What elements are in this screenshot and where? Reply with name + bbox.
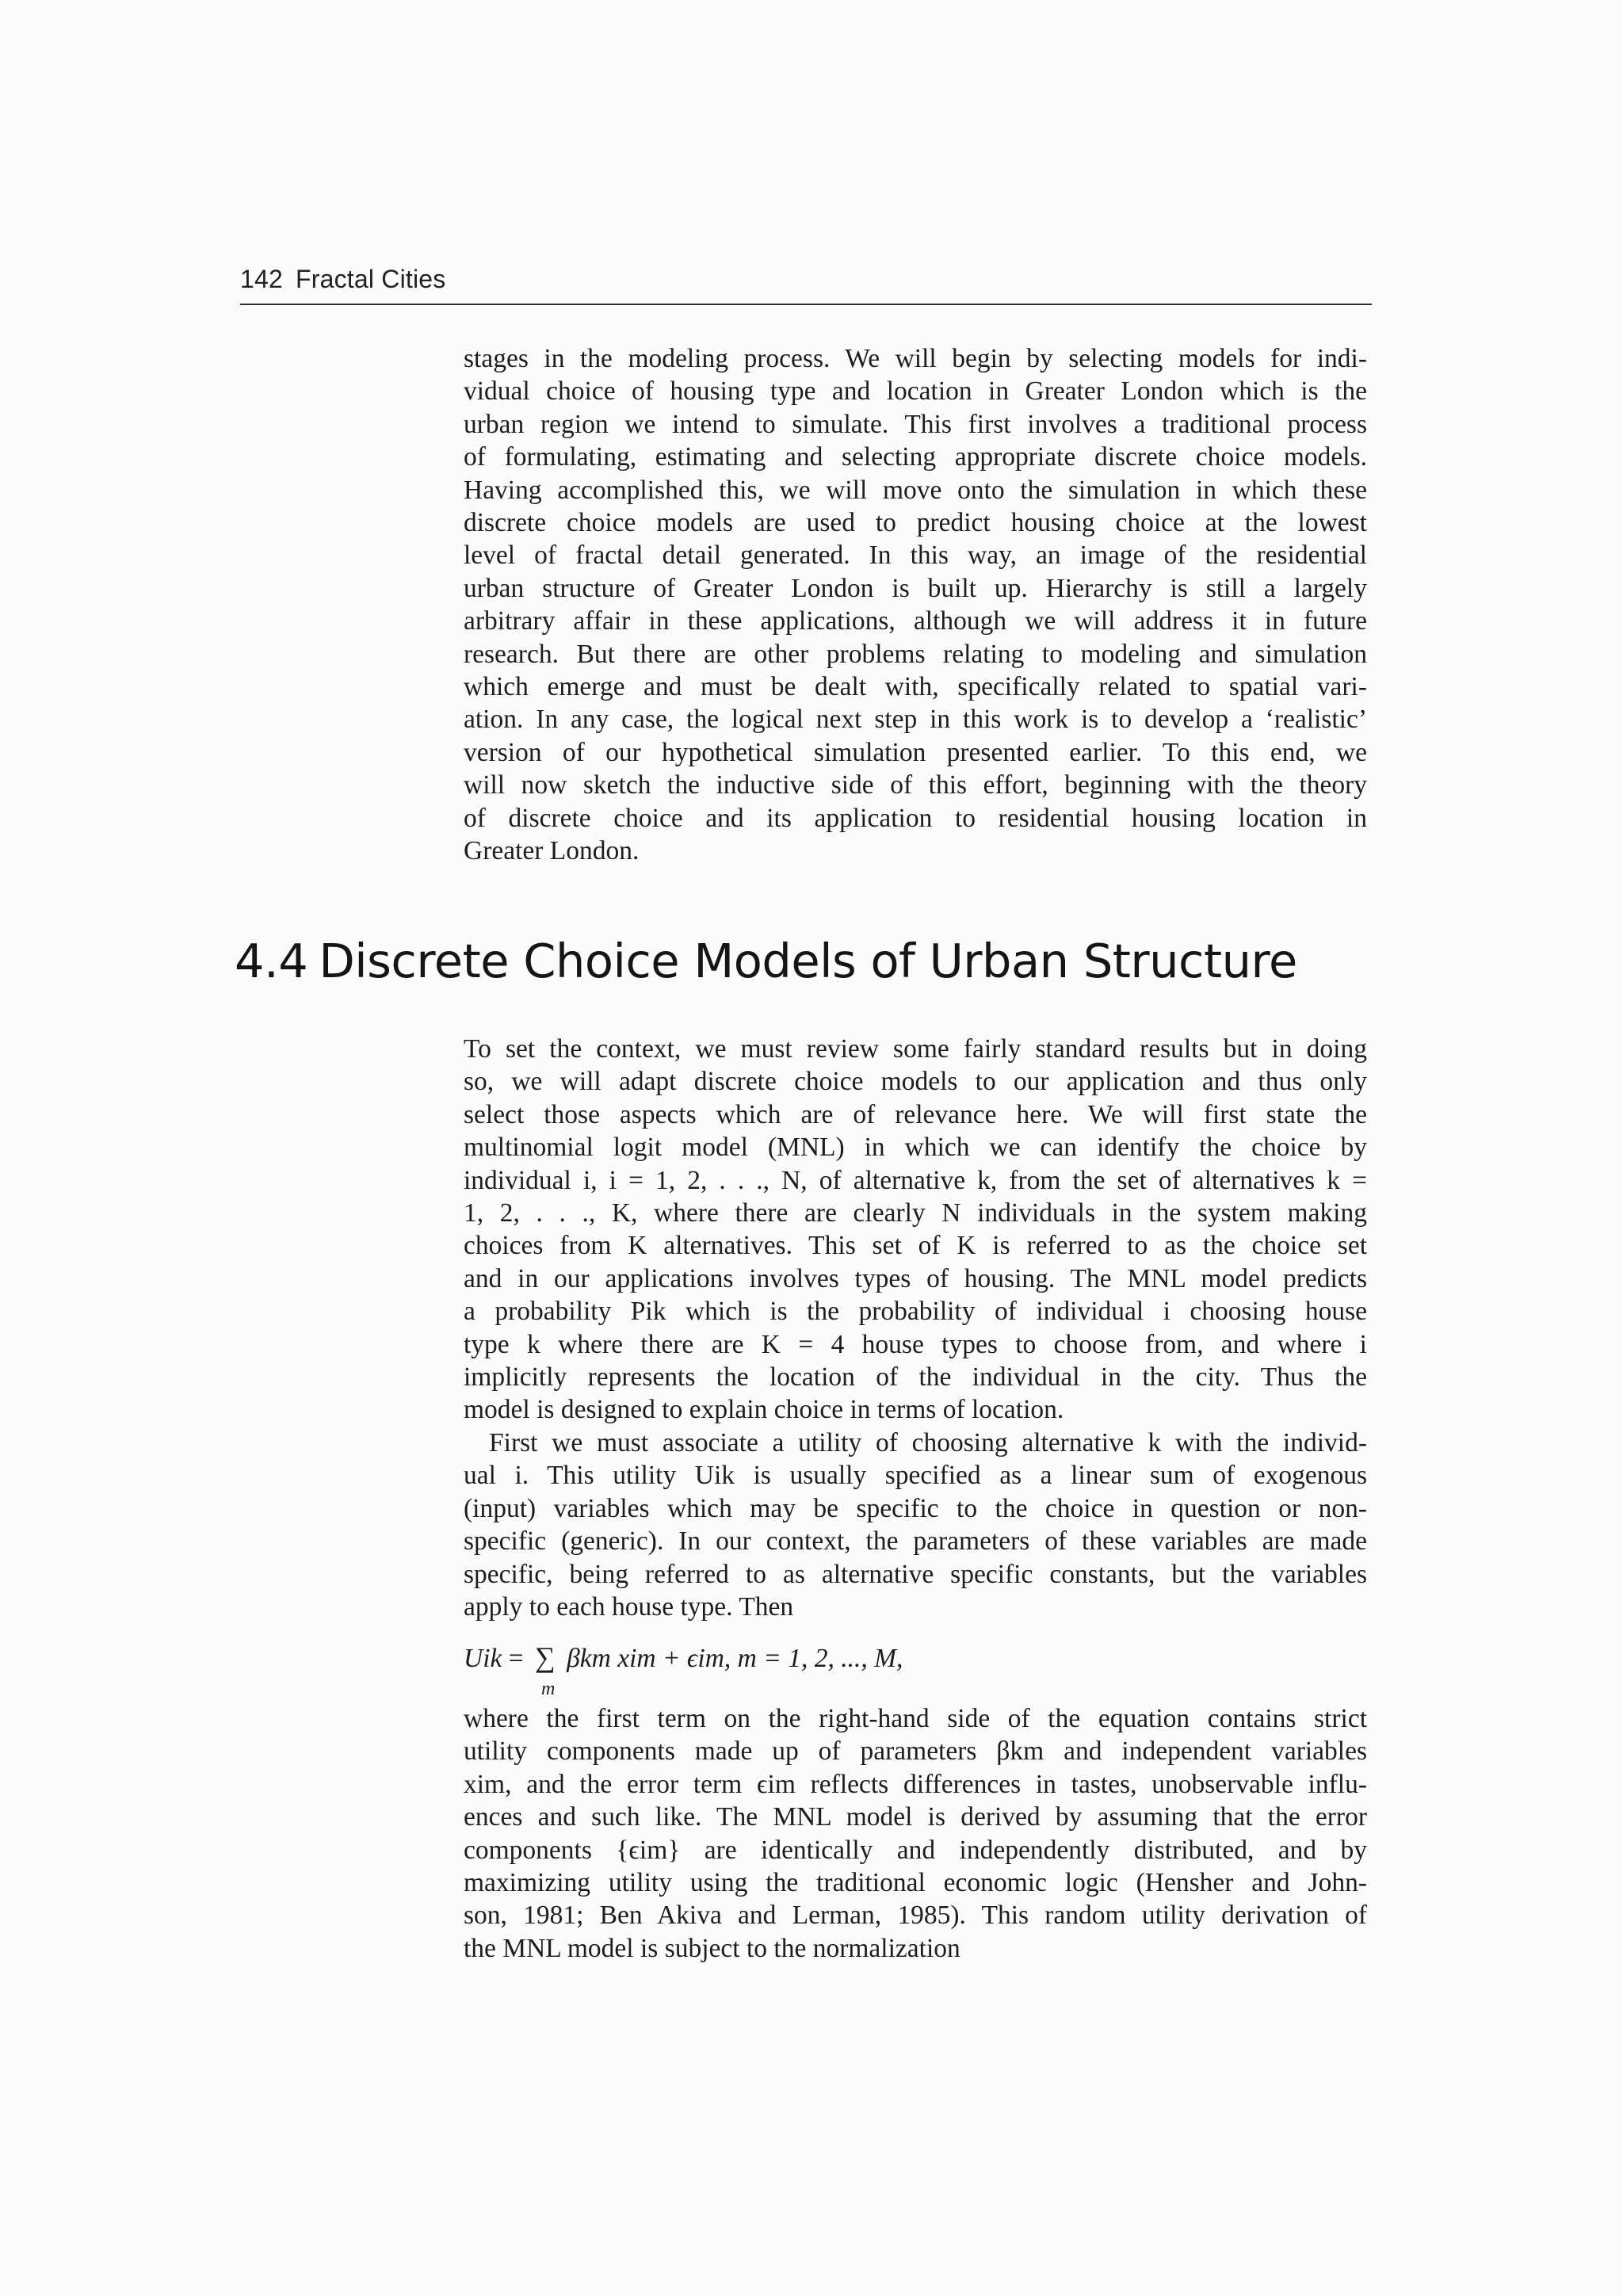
text-line: specific, being referred to as alternative specific constants, but the variables xyxy=(464,1559,1367,1589)
text-line: type k where there are K = 4 house types to choose from, and where i xyxy=(464,1329,1367,1359)
running-head xyxy=(240,265,446,294)
text-line: select those aspects which are of relevance here. We will first state the xyxy=(464,1099,1367,1129)
text-line: and in our applications involves types of housing. The MNL model predicts xyxy=(464,1263,1367,1293)
text-line: (input) variables which may be specific to the choice in question or non- xyxy=(464,1493,1367,1523)
text-line: individual i, i = 1, 2, . . ., N, of alternative k, from the set of alternatives k = xyxy=(464,1165,1367,1195)
text-line: son, 1981; Ben Akiva and Lerman, 1985). This random utility derivation of xyxy=(464,1901,1367,1931)
section-heading xyxy=(235,934,1297,988)
text-line: so, we will adapt discrete choice models to our application and thus only xyxy=(464,1067,1367,1097)
text-line: utility components made up of parameters βkm and independent variables xyxy=(464,1736,1367,1767)
text-line: model is designed to explain choice in terms of location. xyxy=(464,1395,1064,1425)
text-line: Having accomplished this, we will move onto the simulation in which these xyxy=(464,475,1367,505)
equation-equals: = xyxy=(508,1644,524,1673)
text-line: choices from K alternatives. This set of K is referred to as the choice set xyxy=(464,1231,1367,1261)
text-line: urban structure of Greater London is built up. Hierarchy is still a largely xyxy=(464,573,1367,603)
equation-term: βkm xim + ϵim, xyxy=(567,1644,731,1673)
utility-equation xyxy=(464,1641,903,1699)
text-line: To set the context, we must review some fairly standard results but in doing xyxy=(464,1034,1367,1064)
text-line: discrete choice models are used to predict housing choice at the lowest xyxy=(464,508,1367,538)
text-line: ual i. This utility Uik is usually specified as a linear sum of exogenous xyxy=(464,1461,1367,1491)
summation-symbol: ∑ m xyxy=(535,1641,556,1699)
text-line: a probability Pik which is the probability of individual i choosing house xyxy=(464,1297,1367,1327)
text-line: arbitrary affair in these applications, although we will address it in future xyxy=(464,606,1367,636)
paragraph-context-mnl xyxy=(464,1033,1367,1427)
text-line: of formulating, estimating and selecting appropriate discrete choice models. xyxy=(464,442,1367,472)
text-line: research. But there are other problems relating to modeling and simulation xyxy=(464,639,1367,669)
paragraph-stages-modeling xyxy=(464,342,1367,868)
paragraph-utility xyxy=(464,1427,1367,1623)
text-line: First we must associate a utility of choosing alternative k with the individ- xyxy=(489,1428,1367,1457)
text-line: level of fractal detail generated. In this way, an image of the residential xyxy=(464,541,1367,571)
header-rule xyxy=(240,304,1372,305)
text-line: components {ϵim} are identically and independently distributed, and by xyxy=(464,1835,1367,1865)
text-line: stages in the modeling process. We will begin by selecting models for indi- xyxy=(464,344,1367,373)
text-line: ences and such like. The MNL model is derived by assuming that the error xyxy=(464,1802,1367,1832)
text-line: multinomial logit model (MNL) in which we can identify the choice by xyxy=(464,1133,1367,1163)
text-line: vidual choice of housing type and location in Greater London which is the xyxy=(464,376,1367,407)
text-line: which emerge and must be dealt with, specifically related to spatial vari- xyxy=(464,672,1367,702)
section-number: 4.4 xyxy=(235,934,308,988)
text-line: 1, 2, . . ., K, where there are clearly N individuals in the system making xyxy=(464,1198,1367,1228)
section-title: Discrete Choice Models of Urban Structure xyxy=(319,934,1297,988)
text-line: where the first term on the right-hand side of the equation contains strict xyxy=(464,1704,1367,1733)
text-line: implicitly represents the location of the individual in the city. Thus the xyxy=(464,1362,1367,1392)
text-line: xim, and the error term ϵim reflects differences in tastes, unobservable influ- xyxy=(464,1769,1367,1799)
paragraph-mnl-derivation xyxy=(464,1702,1367,1965)
summation-index: m xyxy=(541,1679,556,1699)
equation-range: m = 1, 2, ..., M, xyxy=(737,1644,903,1673)
text-line: specific (generic). In our context, the parameters of these variables are made xyxy=(464,1526,1367,1557)
equation-lhs: Uik xyxy=(464,1644,502,1673)
text-line: the MNL model is subject to the normalization xyxy=(464,1933,960,1963)
text-line: version of our hypothetical simulation presented earlier. To this end, we xyxy=(464,737,1367,767)
text-line: urban region we intend to simulate. This first involves a traditional process xyxy=(464,409,1367,439)
text-line: apply to each house type. Then xyxy=(464,1592,794,1622)
text-line: maximizing utility using the traditional economic logic (Hensher and John- xyxy=(464,1868,1367,1898)
text-line: of discrete choice and its application to residential housing location in xyxy=(464,803,1367,833)
text-line: will now sketch the inductive side of this effort, beginning with the theory xyxy=(464,770,1367,800)
text-line: ation. In any case, the logical next step in this work is to develop a ‘realistic’ xyxy=(464,705,1367,735)
book-title: Fractal Cities xyxy=(296,265,446,293)
page-number: 142 xyxy=(240,265,283,293)
text-line: Greater London. xyxy=(464,836,640,866)
